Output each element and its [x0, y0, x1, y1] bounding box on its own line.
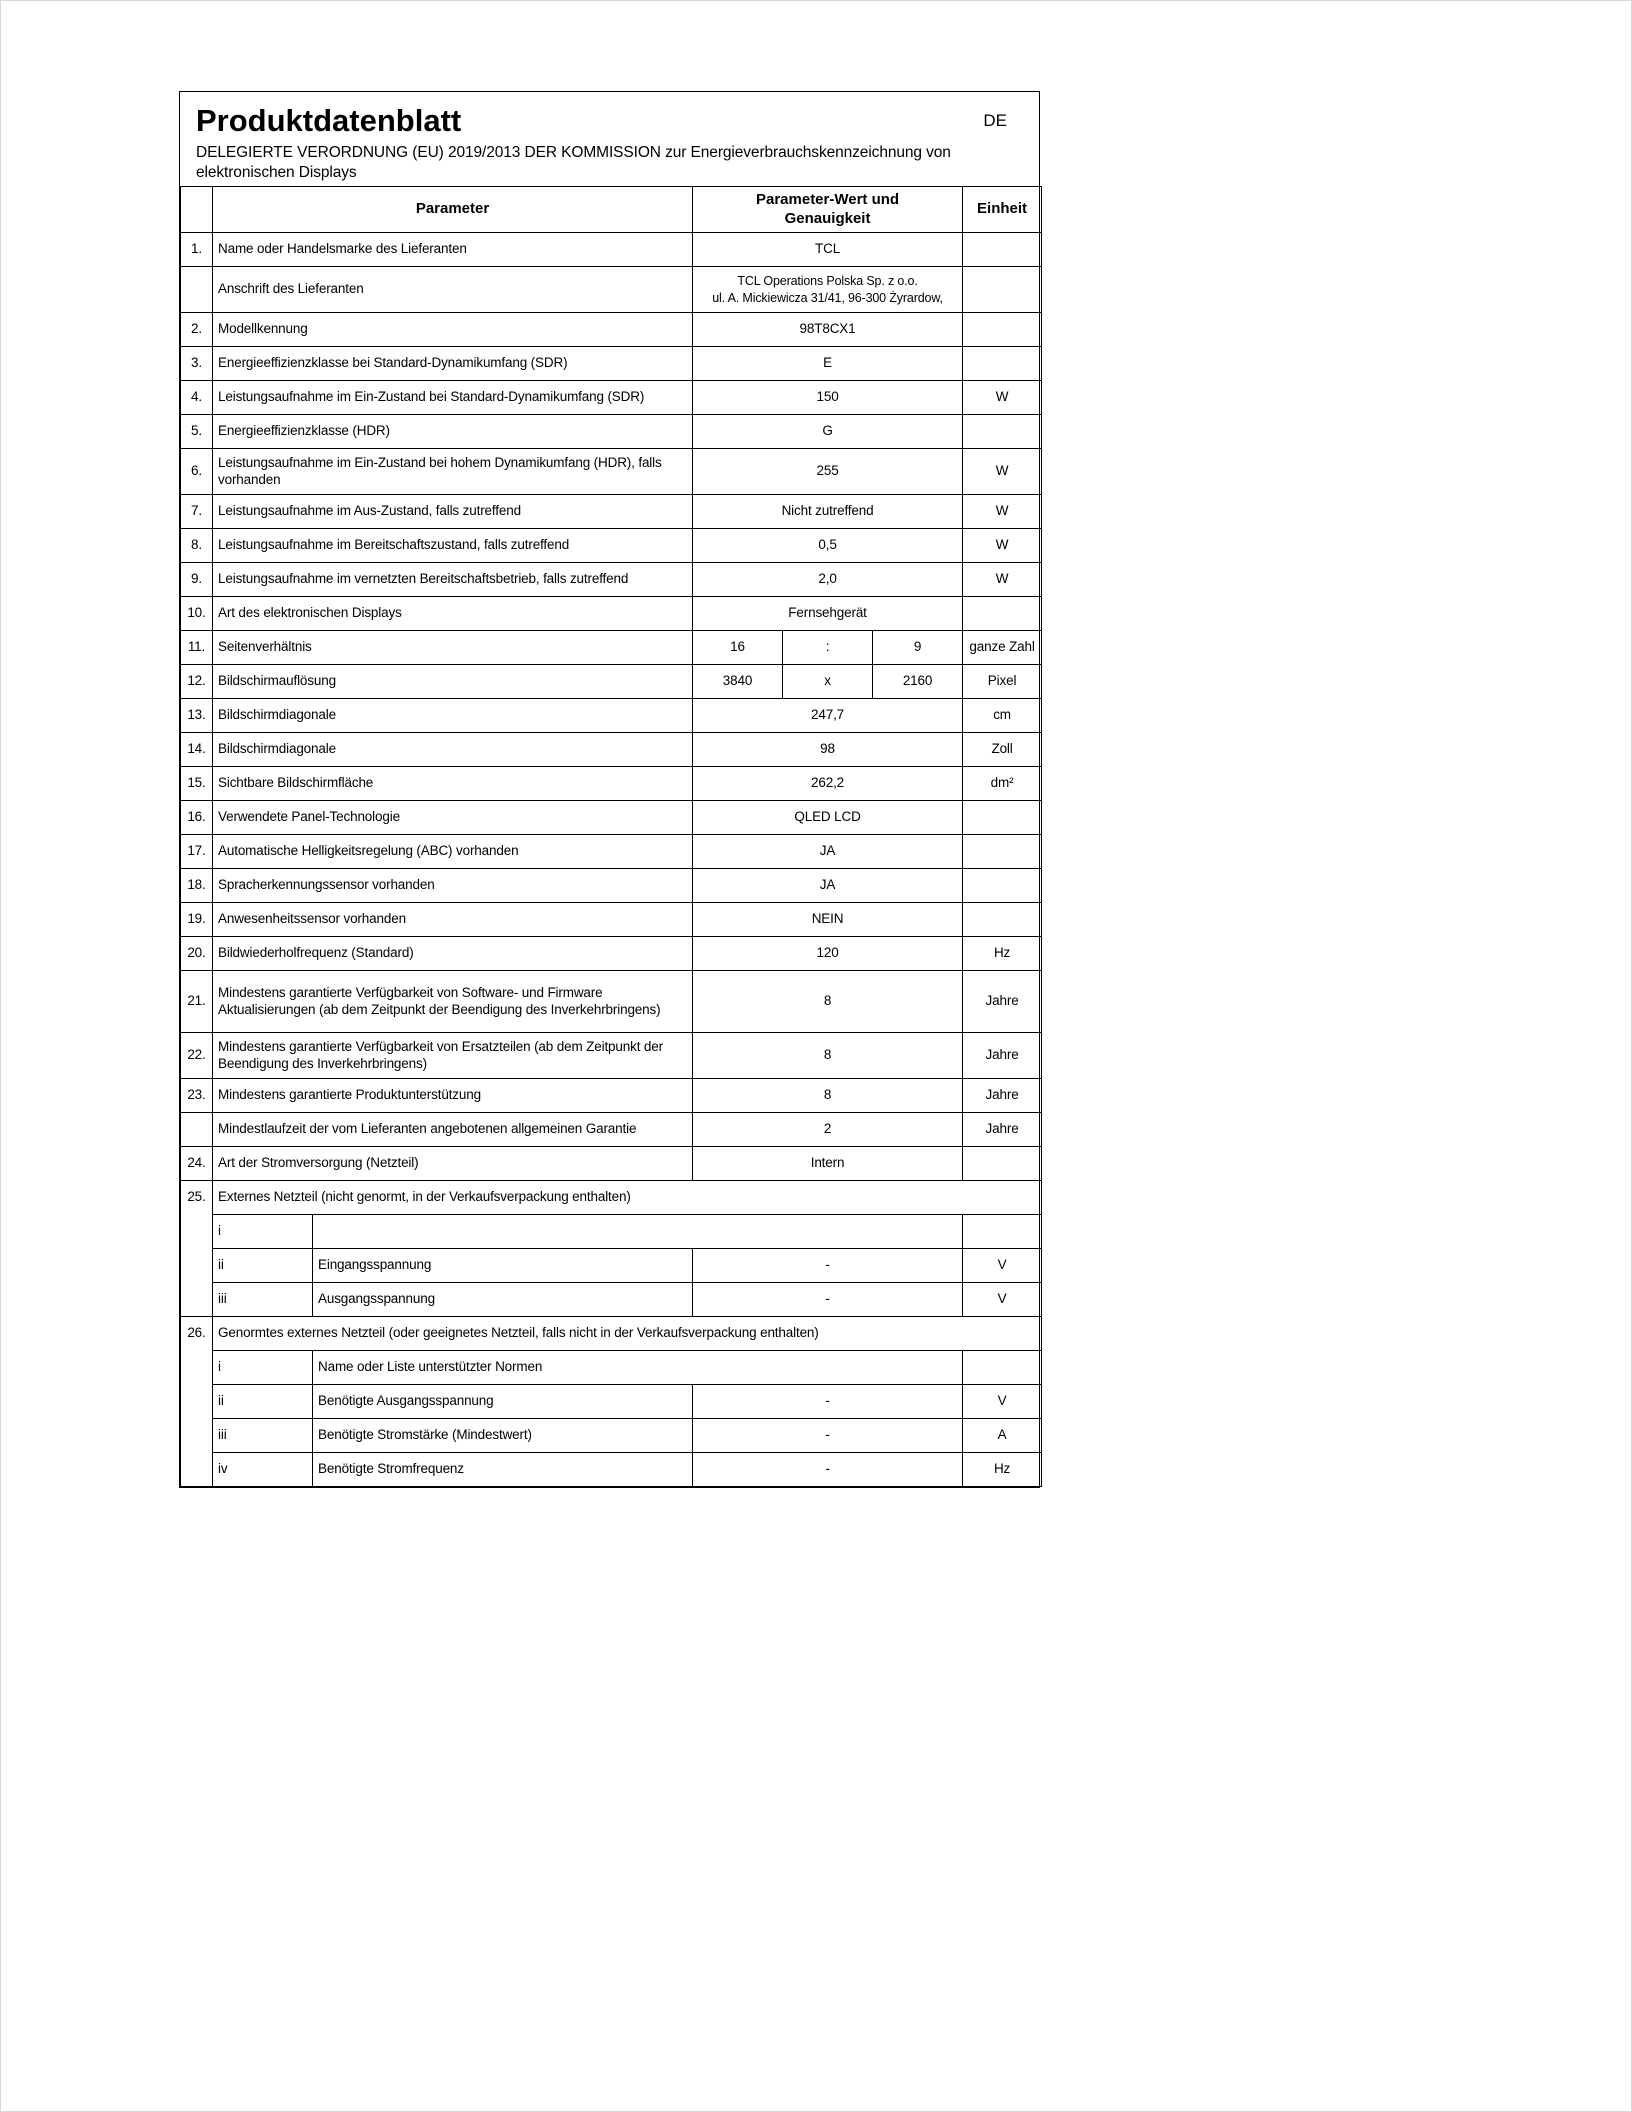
- parameter-value: 150: [693, 381, 963, 415]
- table-row: [181, 665, 1042, 699]
- parameter-unit: [963, 347, 1042, 381]
- row-number: 17.: [181, 835, 213, 869]
- subrow-index: iii: [213, 1283, 313, 1317]
- header-top-row: [196, 102, 1025, 140]
- parameter-label: Benötigte Stromstärke (Mindestwert): [313, 1419, 693, 1453]
- parameter-value: 0,5: [693, 529, 963, 563]
- table-subrow: [181, 1283, 1042, 1317]
- row-number: 14.: [181, 733, 213, 767]
- row-number: 9.: [181, 563, 213, 597]
- supplier-address-line1: TCL Operations Polska Sp. z o.o.: [737, 273, 918, 288]
- parameter-unit: [963, 233, 1042, 267]
- row-number: 11.: [181, 631, 213, 665]
- parameter-unit: W: [963, 381, 1042, 415]
- parameter-label: Leistungsaufnahme im Aus-Zustand, falls zutreffend: [213, 495, 693, 529]
- parameter-unit: [963, 1215, 1042, 1249]
- parameter-unit: Jahre: [963, 1113, 1042, 1147]
- parameter-value: 8: [693, 1079, 963, 1113]
- table-row: [181, 495, 1042, 529]
- regulation-subtitle: DELEGIERTE VERORDNUNG (EU) 2019/2013 DER KOMMISSION zur Energieverbrauchskennzeichnung von elektronischen Displays: [196, 144, 951, 181]
- parameter-label: Leistungsaufnahme im Ein-Zustand bei hohem Dynamikumfang (HDR), falls vorhanden: [213, 449, 693, 495]
- parameter-label: Leistungsaufnahme im Ein-Zustand bei Standard-Dynamikumfang (SDR): [213, 381, 693, 415]
- parameter-unit: [963, 415, 1042, 449]
- parameter-value-separator: x: [783, 665, 873, 699]
- parameter-value: JA: [693, 869, 963, 903]
- parameter-value: 8: [693, 971, 963, 1033]
- row-number: 15.: [181, 767, 213, 801]
- parameter-label: Sichtbare Bildschirmfläche: [213, 767, 693, 801]
- subrow-index: i: [213, 1351, 313, 1385]
- parameter-unit: cm: [963, 699, 1042, 733]
- parameter-unit: [963, 1351, 1042, 1385]
- datasheet-header: [180, 92, 1039, 186]
- column-header-value-line1: Parameter-Wert und: [755, 190, 900, 208]
- parameter-label: Anschrift des Lieferanten: [213, 267, 693, 313]
- table-row: [181, 1033, 1042, 1079]
- column-header-parameter: Parameter: [213, 187, 693, 233]
- table-row: [181, 267, 1042, 313]
- parameter-label: Ausgangsspannung: [313, 1283, 693, 1317]
- parameter-value: 255: [693, 449, 963, 495]
- parameter-unit: W: [963, 563, 1042, 597]
- parameter-label: Art des elektronischen Displays: [213, 597, 693, 631]
- parameter-value: 98T8CX1: [693, 313, 963, 347]
- parameter-label: Name oder Handelsmarke des Lieferanten: [213, 233, 693, 267]
- table-subrow: [181, 1351, 1042, 1385]
- parameter-value: [693, 267, 963, 313]
- parameter-unit: [963, 801, 1042, 835]
- table-row: [181, 1113, 1042, 1147]
- parameter-label: Benötigte Ausgangsspannung: [313, 1385, 693, 1419]
- parameter-unit: [963, 835, 1042, 869]
- parameter-label: Bildschirmauflösung: [213, 665, 693, 699]
- parameter-unit: [963, 313, 1042, 347]
- subrow-index: ii: [213, 1385, 313, 1419]
- parameter-value: 247,7: [693, 699, 963, 733]
- parameter-unit: Pixel: [963, 665, 1042, 699]
- parameter-value: -: [693, 1453, 963, 1487]
- parameter-label: Energieeffizienzklasse bei Standard-Dynamikumfang (SDR): [213, 347, 693, 381]
- parameter-unit: dm²: [963, 767, 1042, 801]
- column-header-number: [181, 187, 213, 233]
- parameter-unit: A: [963, 1419, 1042, 1453]
- table-row: [181, 1079, 1042, 1113]
- parameter-label: Leistungsaufnahme im vernetzten Bereitschaftsbetrieb, falls zutreffend: [213, 563, 693, 597]
- parameter-unit: V: [963, 1385, 1042, 1419]
- row-number: 26.: [181, 1317, 213, 1487]
- parameter-value-separator: :: [783, 631, 873, 665]
- parameter-value: -: [693, 1249, 963, 1283]
- parameter-label: [313, 1215, 963, 1249]
- row-number: 25.: [181, 1181, 213, 1317]
- row-number: 13.: [181, 699, 213, 733]
- table-row: [181, 869, 1042, 903]
- row-number: 3.: [181, 347, 213, 381]
- section-label: Genormtes externes Netzteil (oder geeignetes Netzteil, falls nicht in der Verkaufsverpackung enthalten): [213, 1317, 1042, 1351]
- parameter-unit: Jahre: [963, 1079, 1042, 1113]
- table-row: [181, 1147, 1042, 1181]
- parameter-value: NEIN: [693, 903, 963, 937]
- table-subrow: [181, 1215, 1042, 1249]
- parameter-value: -: [693, 1385, 963, 1419]
- row-number: [181, 267, 213, 313]
- table-row: [181, 381, 1042, 415]
- datasheet-frame: [179, 91, 1040, 1488]
- subrow-index: i: [213, 1215, 313, 1249]
- row-number: 2.: [181, 313, 213, 347]
- supplier-address-line2: ul. A. Mickiewicza 31/41, 96-300 Żyrardow,: [712, 290, 943, 305]
- parameter-value-part1: 3840: [693, 665, 783, 699]
- parameter-label: Eingangsspannung: [313, 1249, 693, 1283]
- section-header-row: [181, 1317, 1042, 1351]
- parameter-unit: Jahre: [963, 1033, 1042, 1079]
- parameter-unit: [963, 1147, 1042, 1181]
- table-row: [181, 563, 1042, 597]
- table-row: [181, 529, 1042, 563]
- parameter-label: Bildschirmdiagonale: [213, 699, 693, 733]
- row-number: 12.: [181, 665, 213, 699]
- table-row: [181, 937, 1042, 971]
- parameter-value: -: [693, 1419, 963, 1453]
- row-number: 21.: [181, 971, 213, 1033]
- table-row: [181, 631, 1042, 665]
- table-row: [181, 699, 1042, 733]
- parameter-label: Spracherkennungssensor vorhanden: [213, 869, 693, 903]
- table-row: [181, 233, 1042, 267]
- parameter-value: 2: [693, 1113, 963, 1147]
- row-number: [181, 1113, 213, 1147]
- parameter-label: Verwendete Panel-Technologie: [213, 801, 693, 835]
- parameter-unit: V: [963, 1283, 1042, 1317]
- parameter-unit: Zoll: [963, 733, 1042, 767]
- table-row: [181, 415, 1042, 449]
- parameter-label: Art der Stromversorgung (Netzteil): [213, 1147, 693, 1181]
- parameter-label: Automatische Helligkeitsregelung (ABC) vorhanden: [213, 835, 693, 869]
- parameter-value: E: [693, 347, 963, 381]
- parameter-unit: [963, 903, 1042, 937]
- row-number: 23.: [181, 1079, 213, 1113]
- parameter-value: -: [693, 1283, 963, 1317]
- row-number: 18.: [181, 869, 213, 903]
- column-header-unit: Einheit: [963, 187, 1042, 233]
- parameter-value: JA: [693, 835, 963, 869]
- table-row: [181, 347, 1042, 381]
- subrow-index: iii: [213, 1419, 313, 1453]
- section-header-row: [181, 1181, 1042, 1215]
- parameter-value: Fernsehgerät: [693, 597, 963, 631]
- parameter-unit: ganze Zahl: [963, 631, 1042, 665]
- parameter-label: Leistungsaufnahme im Bereitschaftszustand, falls zutreffend: [213, 529, 693, 563]
- parameter-label: Mindestens garantierte Verfügbarkeit von Ersatzteilen (ab dem Zeitpunkt der Beendigung des Inverkehrbringens): [213, 1033, 693, 1079]
- parameter-value: TCL: [693, 233, 963, 267]
- table-row: [181, 971, 1042, 1033]
- parameter-unit: W: [963, 449, 1042, 495]
- table-subrow: [181, 1249, 1042, 1283]
- table-row: [181, 767, 1042, 801]
- parameter-value: 262,2: [693, 767, 963, 801]
- parameter-unit: W: [963, 529, 1042, 563]
- parameter-unit: [963, 597, 1042, 631]
- parameter-label: Modellkennung: [213, 313, 693, 347]
- parameter-value-part1: 16: [693, 631, 783, 665]
- row-number: 24.: [181, 1147, 213, 1181]
- table-row: [181, 597, 1042, 631]
- parameter-unit: Jahre: [963, 971, 1042, 1033]
- row-number: 6.: [181, 449, 213, 495]
- datasheet-table: [180, 186, 1042, 1487]
- table-subrow: [181, 1453, 1042, 1487]
- row-number: 10.: [181, 597, 213, 631]
- row-number: 16.: [181, 801, 213, 835]
- parameter-unit: Hz: [963, 937, 1042, 971]
- parameter-unit: W: [963, 495, 1042, 529]
- parameter-label: Seitenverhältnis: [213, 631, 693, 665]
- parameter-value: QLED LCD: [693, 801, 963, 835]
- table-subrow: [181, 1385, 1042, 1419]
- row-number: 1.: [181, 233, 213, 267]
- row-number: 20.: [181, 937, 213, 971]
- parameter-label: Mindestens garantierte Produktunterstützung: [213, 1079, 693, 1113]
- table-row: [181, 449, 1042, 495]
- parameter-value: G: [693, 415, 963, 449]
- section-label: Externes Netzteil (nicht genormt, in der Verkaufsverpackung enthalten): [213, 1181, 1042, 1215]
- parameter-value: 8: [693, 1033, 963, 1079]
- parameter-value: Intern: [693, 1147, 963, 1181]
- row-number: 5.: [181, 415, 213, 449]
- parameter-label: Bildschirmdiagonale: [213, 733, 693, 767]
- parameter-value: 98: [693, 733, 963, 767]
- page-title: Produktdatenblatt: [196, 103, 462, 138]
- parameter-label: Bildwiederholfrequenz (Standard): [213, 937, 693, 971]
- parameter-value-part2: 9: [873, 631, 963, 665]
- column-header-value: [693, 187, 963, 233]
- parameter-label: Anwesenheitssensor vorhanden: [213, 903, 693, 937]
- row-number: 19.: [181, 903, 213, 937]
- table-row: [181, 801, 1042, 835]
- table-row: [181, 903, 1042, 937]
- table-row: [181, 313, 1042, 347]
- parameter-unit: Hz: [963, 1453, 1042, 1487]
- table-subrow: [181, 1419, 1042, 1453]
- parameter-unit: [963, 267, 1042, 313]
- row-number: 8.: [181, 529, 213, 563]
- parameter-label: Energieeffizienzklasse (HDR): [213, 415, 693, 449]
- language-code: DE: [983, 111, 1007, 130]
- row-number: 22.: [181, 1033, 213, 1079]
- parameter-label: Benötigte Stromfrequenz: [313, 1453, 693, 1487]
- parameter-value-part2: 2160: [873, 665, 963, 699]
- table-row: [181, 733, 1042, 767]
- table-header-row: [181, 187, 1042, 233]
- table-row: [181, 835, 1042, 869]
- row-number: 4.: [181, 381, 213, 415]
- parameter-label: Mindestlaufzeit der vom Lieferanten angebotenen allgemeinen Garantie: [213, 1113, 693, 1147]
- parameter-label: Mindestens garantierte Verfügbarkeit von Software- und Firmware Aktualisierungen (ab dem Zeitpunkt der Beendigung des Inverkehrbringens): [213, 971, 693, 1033]
- subrow-index: ii: [213, 1249, 313, 1283]
- row-number: 7.: [181, 495, 213, 529]
- parameter-unit: V: [963, 1249, 1042, 1283]
- subrow-index: iv: [213, 1453, 313, 1487]
- parameter-value: Nicht zutreffend: [693, 495, 963, 529]
- parameter-value: 2,0: [693, 563, 963, 597]
- parameter-value: 120: [693, 937, 963, 971]
- column-header-value-line2: Genauigkeit: [784, 209, 871, 227]
- parameter-label: Name oder Liste unterstützter Normen: [313, 1351, 963, 1385]
- parameter-unit: [963, 869, 1042, 903]
